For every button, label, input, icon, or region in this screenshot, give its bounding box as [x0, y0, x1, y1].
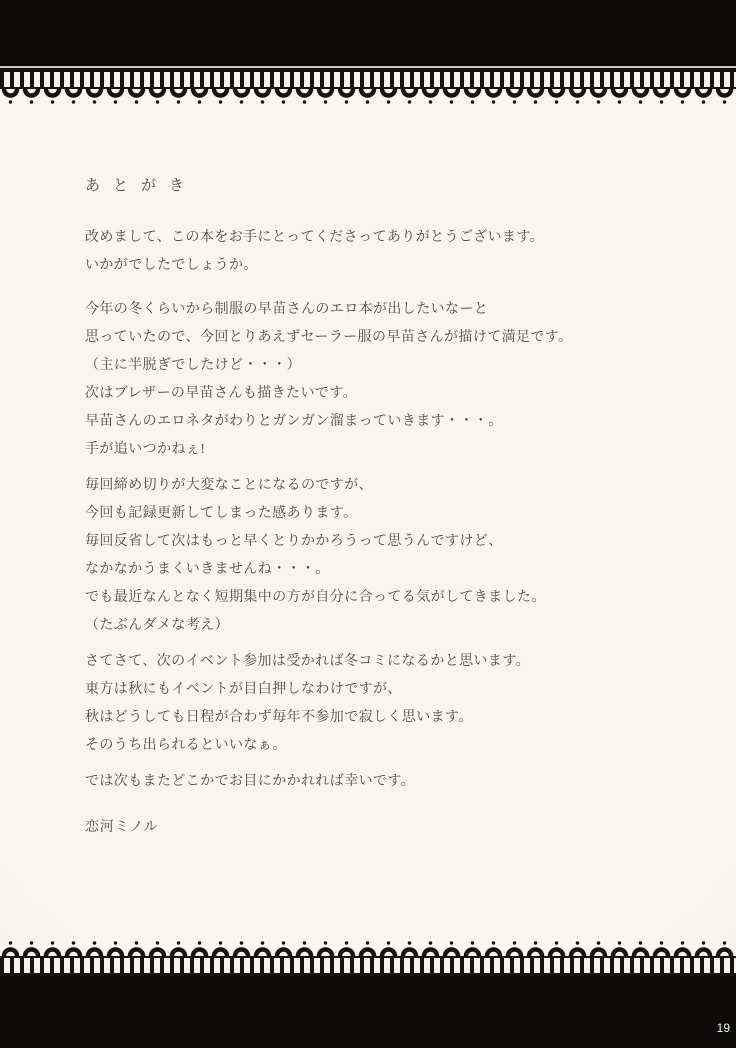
lace-comb-row	[0, 68, 736, 89]
text-line: なかなかうまくいきませんね・・・。	[85, 562, 330, 577]
text-line: 今回も記録更新してしまった感あります。	[85, 506, 358, 521]
lace-comb-row	[0, 956, 736, 976]
text-line: でも最近なんとなく短期集中の方が自分に合ってる気がしてきました。	[85, 590, 546, 605]
lace-border-top	[0, 66, 736, 106]
text-line: （主に半脱ぎでしたけど・・・）	[85, 358, 301, 373]
page-title: あとがき	[85, 178, 198, 194]
top-black-band	[0, 0, 736, 66]
text-line: 毎回反省して次はもっと早くとりかかろうって思うんですけど、	[85, 534, 503, 549]
text-line: 毎回締め切りが大変なことになるのですが、	[85, 478, 373, 493]
paragraph-greeting	[85, 224, 696, 280]
text-line: 改めまして、この本をお手にとってくださってありがとうございます。	[85, 230, 545, 245]
text-line: 思っていたので、今回とりあえずセーラー服の早苗さんが描けて満足です。	[85, 330, 573, 345]
lace-scallop-row	[0, 939, 736, 956]
text-line: 今年の冬くらいから制服の早苗さんのエロ本が出したいなーと	[85, 302, 489, 317]
page-number: 19	[716, 1021, 730, 1035]
text-line: いかがでしたでしょうか。	[85, 258, 258, 273]
lace-scallop-row	[0, 89, 736, 106]
paragraph-farewell	[85, 768, 696, 796]
text-line: さてさて、次のイベント参加は受かれば冬コミになるかと思います。	[85, 654, 530, 669]
paragraph-about-book	[85, 296, 696, 464]
paragraph-next-event	[85, 648, 696, 760]
afterword-content	[85, 106, 696, 842]
text-line: （たぶんダメな考え）	[85, 618, 229, 633]
bottom-black-band	[0, 976, 736, 1048]
text-line: 東方は秋にもイベントが目白押しなわけですが、	[85, 682, 402, 697]
text-line: 手が追いつかねぇ!	[85, 442, 206, 457]
text-line: 秋はどうしても日程が合わず毎年不参加で寂しく思います。	[85, 710, 473, 725]
author-signature: 恋河ミノル	[85, 820, 159, 835]
lace-border-bottom	[0, 939, 736, 976]
text-line: では次もまたどこかでお目にかかれれば幸いです。	[85, 774, 416, 789]
paragraph-deadline	[85, 472, 696, 640]
text-line: 早苗さんのエロネタがわりとガンガン溜まっていきます・・・。	[85, 414, 503, 429]
text-line: 次はブレザーの早苗さんも描きたいです。	[85, 386, 357, 401]
text-line: そのうち出られるといいなぁ。	[85, 738, 287, 753]
